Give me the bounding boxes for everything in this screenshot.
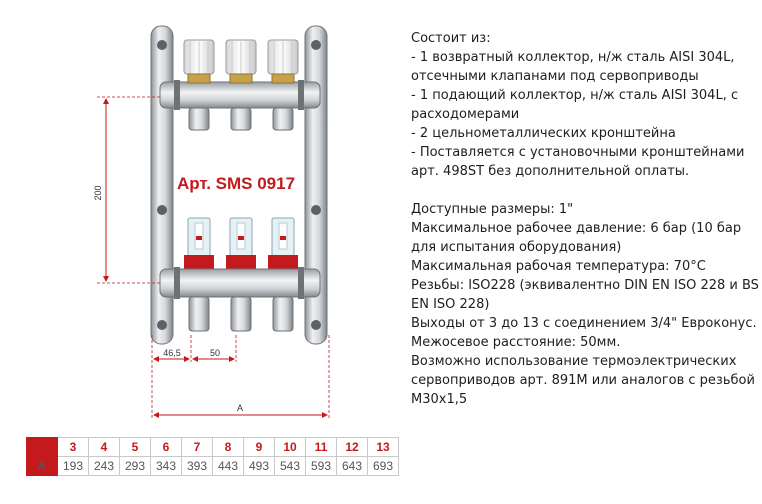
outlets-row (27, 438, 399, 457)
outlet-count-cell: 7 (182, 438, 213, 457)
valve-caps (184, 40, 298, 83)
spec-line: арт. 498ST без дополнительной оплаты. (411, 164, 690, 179)
width-cell: 643 (337, 457, 368, 476)
spec-line: Доступные размеры: 1" (411, 202, 574, 217)
outlet-count-cell: 5 (120, 438, 151, 457)
outlet-count-cell: 6 (151, 438, 182, 457)
return-outlets (189, 108, 293, 130)
widths-row (27, 457, 399, 476)
width-dimension-label: A (236, 403, 244, 413)
spec-line: отсечными клапанами под сервоприводы (411, 69, 699, 84)
supply-outlets (189, 297, 293, 331)
specification-text (411, 29, 759, 409)
spec-line: Максимальное рабочее давление: 6 бар (10 бар (411, 221, 742, 236)
spec-line: расходомерами (411, 107, 520, 122)
size-table (26, 437, 399, 476)
width-cell: 193 (58, 457, 89, 476)
width-cell: 693 (368, 457, 399, 476)
width-cell: 443 (213, 457, 244, 476)
outlet-count-cell: 3 (58, 438, 89, 457)
spec-line: Возможно использование термоэлектрических (411, 354, 737, 369)
outlet-count-cell: 13 (368, 438, 399, 457)
width-cell: 493 (244, 457, 275, 476)
width-cell: 343 (151, 457, 182, 476)
spec-line: Максимальная рабочая температура: 70°C (411, 259, 706, 274)
outlet-count-cell: 10 (275, 438, 306, 457)
outlet-count-cell: 8 (213, 438, 244, 457)
spec-line: М30х1,5 (411, 392, 468, 407)
spec-line: - 1 возвратный коллектор, н/ж сталь AISI 304L, (411, 50, 735, 65)
outlet-count-cell: 9 (244, 438, 275, 457)
width-cell: 543 (275, 457, 306, 476)
width-cell: 593 (306, 457, 337, 476)
spec-line: - 1 подающий коллектор, н/ж сталь AISI 304L, с (411, 88, 739, 103)
manifold-diagram (0, 0, 400, 430)
spec-line: Резьбы: ISO228 (эквивалентно DIN EN ISO 228 и BS (411, 278, 759, 293)
return-manifold (160, 80, 320, 110)
table-corner (27, 438, 58, 457)
width-dimension (154, 403, 327, 415)
spec-line: для испытания оборудования) (411, 240, 622, 255)
width-cell: 393 (182, 457, 213, 476)
spec-line: Межосевое расстояние: 50мм. (411, 335, 621, 350)
article-label: Арт. SMS 0917 (176, 174, 296, 193)
row-label-a: A (27, 457, 58, 476)
spec-gap (411, 181, 756, 200)
spec-line: Состоит из: (411, 31, 491, 46)
flow-meters (184, 218, 298, 269)
width-cell: 293 (120, 457, 151, 476)
spec-line: - Поставляется с установочными кронштейнами (411, 145, 745, 160)
spacing-dimension-label: 50 (209, 348, 221, 358)
supply-manifold (160, 267, 320, 299)
offset-dimension-label: 46,5 (163, 348, 181, 358)
spec-line: Выходы от 3 до 13 с соединением 3/4" Евроконус. (411, 316, 757, 331)
width-cell: 243 (89, 457, 120, 476)
outlet-count-cell: 12 (337, 438, 368, 457)
outlet-count-cell: 4 (89, 438, 120, 457)
height-dimension-label: 200 (93, 185, 103, 201)
spec-line: - 2 цельнометаллических кронштейна (411, 126, 676, 141)
spec-line: EN ISO 228) (411, 297, 490, 312)
outlet-count-cell: 11 (306, 438, 337, 457)
spec-line: сервоприводов арт. 891M или аналогов с резьбой (411, 373, 755, 388)
